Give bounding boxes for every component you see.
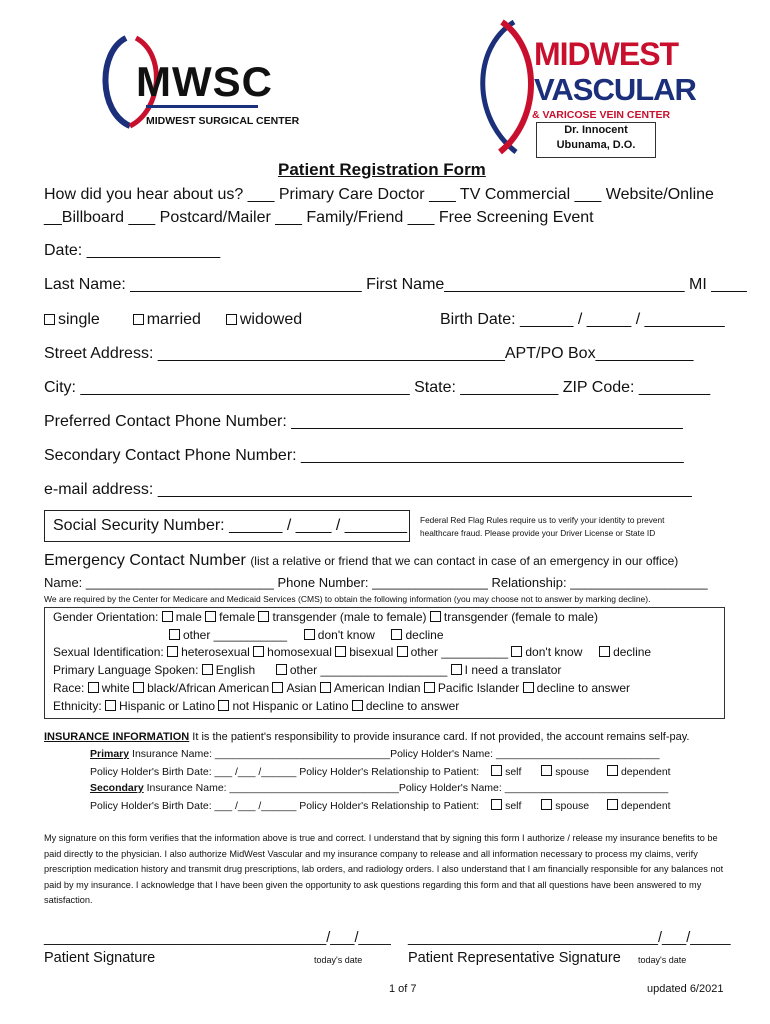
gender-male-checkbox[interactable] <box>162 611 173 622</box>
secondary-birth-fields[interactable]: Policy Holder's Birth Date: ___ /___ /______ Policy Holder's Relationship to Patient: <box>90 800 480 812</box>
primary-dependent-checkbox[interactable] <box>607 765 618 776</box>
secondary-label: Secondary <box>90 782 144 794</box>
gender-decline-checkbox[interactable] <box>391 629 402 640</box>
mwsc-abbr: MWSC <box>136 58 273 105</box>
sexual-decline-label: decline <box>613 645 652 659</box>
race-pacific-label: Pacific Islander <box>437 681 520 695</box>
mwsc-rule <box>146 105 258 108</box>
hispanic-label: Hispanic or Latino <box>119 699 216 713</box>
secondary-dependent-label: dependent <box>620 800 671 812</box>
hispanic-checkbox[interactable] <box>105 700 116 711</box>
secondary-insurance-line[interactable] <box>90 782 668 794</box>
rep-signature-label: Patient Representative Signature <box>408 950 621 966</box>
gender-row <box>53 610 598 624</box>
secondary-self-checkbox[interactable] <box>491 799 502 810</box>
gender-other-checkbox[interactable] <box>169 629 180 640</box>
race-asian-checkbox[interactable] <box>272 682 283 693</box>
secondary-birth-line <box>90 799 671 812</box>
sexual-other-label[interactable]: other __________ <box>410 645 509 659</box>
doctor-title: Ubunama, D.O. <box>556 139 636 151</box>
race-decline-label: decline to answer <box>536 681 631 695</box>
primary-birth-fields[interactable]: Policy Holder's Birth Date: ___ /___ /______ Policy Holder's Relationship to Patient: <box>90 766 480 778</box>
vascular-swoosh-icon <box>472 18 542 156</box>
email-field[interactable]: e-mail address: ____________________________________________________________ <box>44 481 692 498</box>
single-label: single <box>58 311 100 328</box>
secondary-phone-field[interactable]: Secondary Contact Phone Number: ___________________________________________ <box>44 447 684 464</box>
secondary-self-label: self <box>505 800 522 812</box>
homo-label: homosexual <box>267 645 332 659</box>
city-state-zip-field[interactable]: City: _____________________________________ State: ___________ ZIP Code: ________ <box>44 379 711 396</box>
widowed-checkbox[interactable] <box>226 314 237 325</box>
sexual-decline-checkbox[interactable] <box>599 646 610 657</box>
patient-signature-line[interactable]: ___________________________________/___/____ <box>44 930 391 946</box>
single-checkbox[interactable] <box>44 314 55 325</box>
vascular-line2: VASCULAR <box>534 72 696 107</box>
patient-date-label: today's date <box>314 955 363 965</box>
hetero-checkbox[interactable] <box>167 646 178 657</box>
emergency-contact-fields[interactable]: Name: __________________________ Phone Number: ________________ Relationship: ___________________ <box>44 575 708 590</box>
doctor-name: Dr. Innocent <box>564 124 628 136</box>
primary-birth-line <box>90 765 671 778</box>
homo-checkbox[interactable] <box>253 646 264 657</box>
doctor-box <box>536 122 656 158</box>
bi-label: bisexual <box>349 645 394 659</box>
ethnicity-decline-label: decline to answer <box>365 699 460 713</box>
consent-paragraph: My signature on this form verifies that the information above is true and correct. I understand that by signing this form I authorize / release my insurance benefits to be paid directly to the physician. I also authorize MidWest Vascular and my insurance company to release and all information necessary to process my claims, verify prescription medication history and transmit drug prescriptions, lab orders, and radiology orders. I also understand that I am financially responsible for any balances not paid by my insurance. I acknowledge that I have been given the opportunity to ask questions regarding this form and that all questions have been answered to my satisfaction. <box>44 833 724 905</box>
ethnicity-decline-checkbox[interactable] <box>352 700 363 711</box>
vascular-line1: MIDWEST <box>534 36 679 72</box>
ssn-field[interactable]: Social Security Number: ______ / ____ / _______ <box>53 517 408 534</box>
not-hispanic-label: not Hispanic or Latino <box>232 699 349 713</box>
ssn-box <box>44 510 410 542</box>
race-american-indian-label: American Indian <box>333 681 421 695</box>
gender-decline-label: decline <box>405 628 444 642</box>
sexual-label: Sexual Identification: <box>53 645 164 659</box>
race-decline-checkbox[interactable] <box>523 682 534 693</box>
ethnicity-label: Ethnicity: <box>53 699 102 713</box>
race-row <box>53 681 630 695</box>
language-label: Primary Language Spoken: <box>53 663 199 677</box>
patient-signature-label: Patient Signature <box>44 950 156 966</box>
sexual-other-checkbox[interactable] <box>397 646 408 657</box>
gender-female-checkbox[interactable] <box>205 611 216 622</box>
preferred-phone-field[interactable]: Preferred Contact Phone Number: ____________________________________________ <box>44 413 683 430</box>
name-fields[interactable]: Last Name: __________________________ First Name___________________________ MI ____ <box>44 276 747 293</box>
race-pacific-checkbox[interactable] <box>424 682 435 693</box>
ethnicity-row <box>53 699 459 713</box>
insurance-intro-text: It is the patient's responsibility to provide insurance card. If not provided, the account remains self-pay. <box>192 731 690 743</box>
page-number: 1 of 7 <box>389 983 417 995</box>
sexual-dont-know-checkbox[interactable] <box>511 646 522 657</box>
gender-dont-know-checkbox[interactable] <box>304 629 315 640</box>
emergency-title: Emergency Contact Number <box>44 552 246 569</box>
vascular-line3: & VARICOSE VEIN CENTER <box>532 109 671 121</box>
english-checkbox[interactable] <box>202 664 213 675</box>
hetero-label: heterosexual <box>181 645 250 659</box>
date-field[interactable]: Date: _______________ <box>44 242 221 259</box>
referral-question-line1[interactable]: How did you hear about us? ___ Primary Care Doctor ___ TV Commercial ___ Website/Online <box>44 186 714 203</box>
race-label: Race: <box>53 681 85 695</box>
updated-date: updated 6/2021 <box>647 983 724 995</box>
language-other-checkbox[interactable] <box>276 664 287 675</box>
midwest-vascular-logo <box>472 18 696 158</box>
race-american-indian-checkbox[interactable] <box>320 682 331 693</box>
red-flag-note-2: healthcare fraud. Please provide your Driver License or State ID <box>420 528 656 538</box>
secondary-spouse-label: spouse <box>555 800 590 812</box>
mwsc-logo <box>96 32 300 132</box>
language-other-label[interactable]: other ___________________ <box>289 663 448 677</box>
demographics-box <box>44 607 725 719</box>
translator-label: I need a translator <box>464 663 562 677</box>
primary-spouse-checkbox[interactable] <box>541 765 552 776</box>
marital-status <box>44 311 302 329</box>
cms-note: We are required by the Center for Medicare and Medicaid Services (CMS) to obtain the following information (you may choose not to answer by marking decline). <box>44 594 651 604</box>
gender-male-label: male <box>175 610 202 624</box>
page-title: Patient Registration Form <box>278 160 486 179</box>
gender-mtf-label: transgender (male to female) <box>272 610 427 624</box>
secondary-insurance-fields[interactable]: Insurance Name: _____________________________Policy Holder's Name: ____________________________ <box>143 782 669 794</box>
rep-signature-line[interactable]: _______________________________/___/_____ <box>408 930 731 946</box>
primary-insurance-fields[interactable]: Insurance Name: ______________________________Policy Holder's Name: ____________________________ <box>129 748 660 760</box>
gender-other-label[interactable]: other ___________ <box>183 628 288 642</box>
widowed-label: widowed <box>239 311 303 328</box>
primary-self-checkbox[interactable] <box>491 765 502 776</box>
sexual-dont-know-label: don't know <box>525 645 583 659</box>
referral-question-line2[interactable]: __Billboard ___ Postcard/Mailer ___ Family/Friend ___ Free Screening Event <box>44 209 594 226</box>
sexual-identification-row <box>53 645 651 659</box>
gender-ftm-checkbox[interactable] <box>430 611 441 622</box>
not-hispanic-checkbox[interactable] <box>218 700 229 711</box>
gender-dont-know-label: don't know <box>317 628 375 642</box>
insurance-intro <box>44 731 689 743</box>
mwsc-tagline: MIDWEST SURGICAL CENTER <box>146 115 300 127</box>
secondary-spouse-checkbox[interactable] <box>541 799 552 810</box>
primary-insurance-line[interactable] <box>90 748 659 760</box>
gender-ftm-label: transgender (female to male) <box>443 610 598 624</box>
gender-label: Gender Orientation: <box>53 610 159 624</box>
translator-checkbox[interactable] <box>451 664 462 675</box>
race-white-checkbox[interactable] <box>88 682 99 693</box>
rep-date-label: today's date <box>638 955 687 965</box>
married-label: married <box>146 311 201 328</box>
language-row <box>53 663 561 677</box>
gender-row-2 <box>169 628 444 642</box>
insurance-heading: INSURANCE INFORMATION <box>44 731 190 743</box>
emergency-contact-heading <box>44 552 678 570</box>
street-address-field[interactable]: Street Address: _______________________________________APT/PO Box___________ <box>44 345 694 362</box>
gender-mtf-checkbox[interactable] <box>258 611 269 622</box>
race-white-label: white <box>101 681 130 695</box>
race-black-checkbox[interactable] <box>133 682 144 693</box>
emergency-note: (list a relative or friend that we can contact in case of an emergency in our office) <box>250 554 679 568</box>
primary-label: Primary <box>90 748 130 760</box>
married-checkbox[interactable] <box>133 314 144 325</box>
bi-checkbox[interactable] <box>335 646 346 657</box>
red-flag-note-1: Federal Red Flag Rules require us to verify your identity to prevent <box>420 515 665 525</box>
primary-dependent-label: dependent <box>620 766 671 778</box>
birth-date-field[interactable]: Birth Date: ______ / _____ / _________ <box>440 311 725 328</box>
gender-female-label: female <box>219 610 256 624</box>
race-black-label: black/African American <box>147 681 270 695</box>
english-label: English <box>215 663 256 677</box>
secondary-dependent-checkbox[interactable] <box>607 799 618 810</box>
race-asian-label: Asian <box>286 681 317 695</box>
primary-spouse-label: spouse <box>555 766 590 778</box>
primary-self-label: self <box>505 766 522 778</box>
